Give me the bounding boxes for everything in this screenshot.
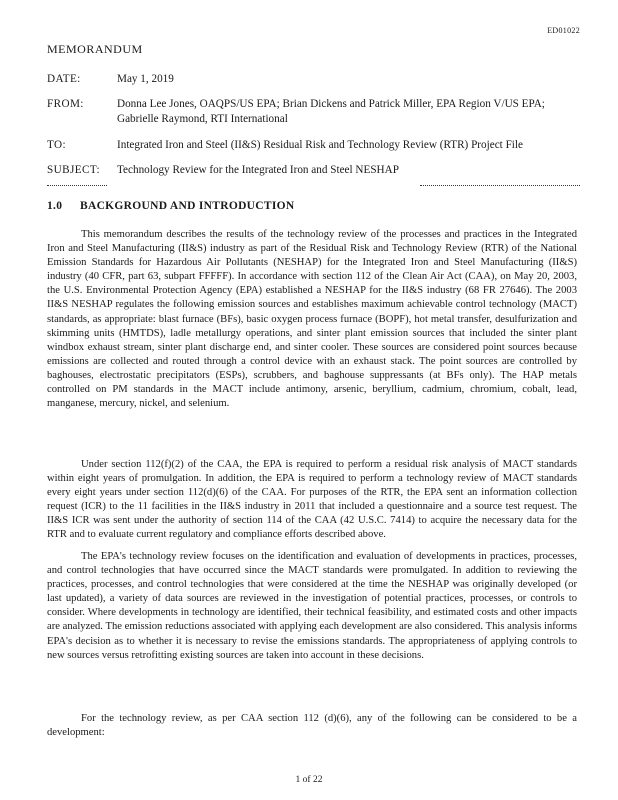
date-label: DATE: bbox=[47, 73, 81, 85]
subject-divider-right bbox=[420, 185, 580, 186]
section-number: 1.0 bbox=[47, 200, 63, 212]
from-value: Donna Lee Jones, OAQPS/US EPA; Brian Dickens and Patrick Miller, EPA Region V/US EPA; Gabrielle Raymond, RTI International bbox=[117, 98, 545, 125]
paragraph-2: Under section 112(f)(2) of the CAA, the EPA is required to perform a residual risk analysis of MACT standards within eight years of promulgation. In addition, the EPA is required to perform a technology review of MACT standards every eight years under section 112(d)(6) of the CAA. For purposes of the RTR, the EPA sent an information collection request (ICR) to the 11 facilities in the II&S industry in 2011 that included a questionnaire and a source test request. The II&S ICR was sent under the authority of section 114 of the CAA (42 U.S.C. 7414) to acquire the necessary data for the RTR and to evaluate current regulatory and compliance efforts described above. bbox=[47, 459, 577, 541]
page-number: 1 of 22 bbox=[295, 775, 323, 785]
section-title: BACKGROUND AND INTRODUCTION bbox=[80, 200, 295, 212]
section-heading bbox=[47, 200, 294, 212]
from-label: FROM: bbox=[47, 98, 84, 110]
paragraph-4: For the technology review, as per CAA section 112 (d)(6), any of the following can be considered to be a development: bbox=[47, 713, 577, 739]
to-value: Integrated Iron and Steel (II&S) Residual Risk and Technology Review (RTR) Project File bbox=[117, 139, 523, 151]
subject-value: Technology Review for the Integrated Iron and Steel NESHAP bbox=[117, 164, 399, 176]
to-label: TO: bbox=[47, 139, 67, 151]
document-id: ED01022 bbox=[547, 26, 580, 35]
date-value: May 1, 2019 bbox=[117, 73, 174, 85]
subject-divider-left bbox=[47, 185, 107, 186]
memo-title: MEMORANDUM bbox=[47, 42, 143, 56]
subject-label: SUBJECT: bbox=[47, 164, 100, 176]
paragraph-3: The EPA's technology review focuses on the identification and evaluation of developments in practices, processes, and control technologies that have occurred since the MACT standards were promulgated. In addition to reviewing the practices, processes, and control technologies that were considered at the time the NESHAP was originally developed (or last updated), a variety of data sources are reviewed in the investigation of potential practices, processes, or controls to consider. Where developments in technology are identified, their technical feasibility, and estimated costs and other impacts are analyzed. The emission reductions associated with applying each development are also considered. This analysis informs EPA's decision as to whether it is necessary to revise the emissions standards. The appropriateness of applying controls to new sources versus retrofitting existing sources are taken into account in these decisions. bbox=[47, 551, 577, 661]
paragraph-1: This memorandum describes the results of the technology review of the processes and practices in the Integrated Iron and Steel Manufacturing (II&S) industry as part of the Residual Risk and Technology Review (RTR) of the National Emission Standards for Hazardous Air Pollutants (NESHAP) for the Integrated Iron and Steel Manufacturing (II&S) industry (40 CFR, part 63, subpart FFFFF). In accordance with section 112 of the Clean Air Act (CAA), on May 20, 2003, the U.S. Environmental Protection Agency (EPA) established a NESHAP for the II&S industry (68 FR 27646). The 2003 II&S NESHAP regulates the following emission sources and establishes maximum achievable control technology (MACT) standards, as appropriate: blast furnace (BFs), basic oxygen process furnace (BOPF), hot metal transfer, desulfurization and skimming units (HMTDS), ladle metallurgy operations, and sinter plant emission sources that included the sinter plant windbox exhaust stream, sinter plant discharge end, and sinter cooler. These sources are considered point sources because emissions are collected and routed through a control device with an exhaust stack. The point sources are controlled by baghouses, electrostatic precipitators (ESPs), scrubbers, and baghouse suppressants (at BFs only). The HAP metals controlled on PM standards in the MACT include antimony, arsenic, beryllium, cadmium, chromium, cobalt, lead, manganese, mercury, nickel, and selenium. bbox=[47, 229, 577, 410]
